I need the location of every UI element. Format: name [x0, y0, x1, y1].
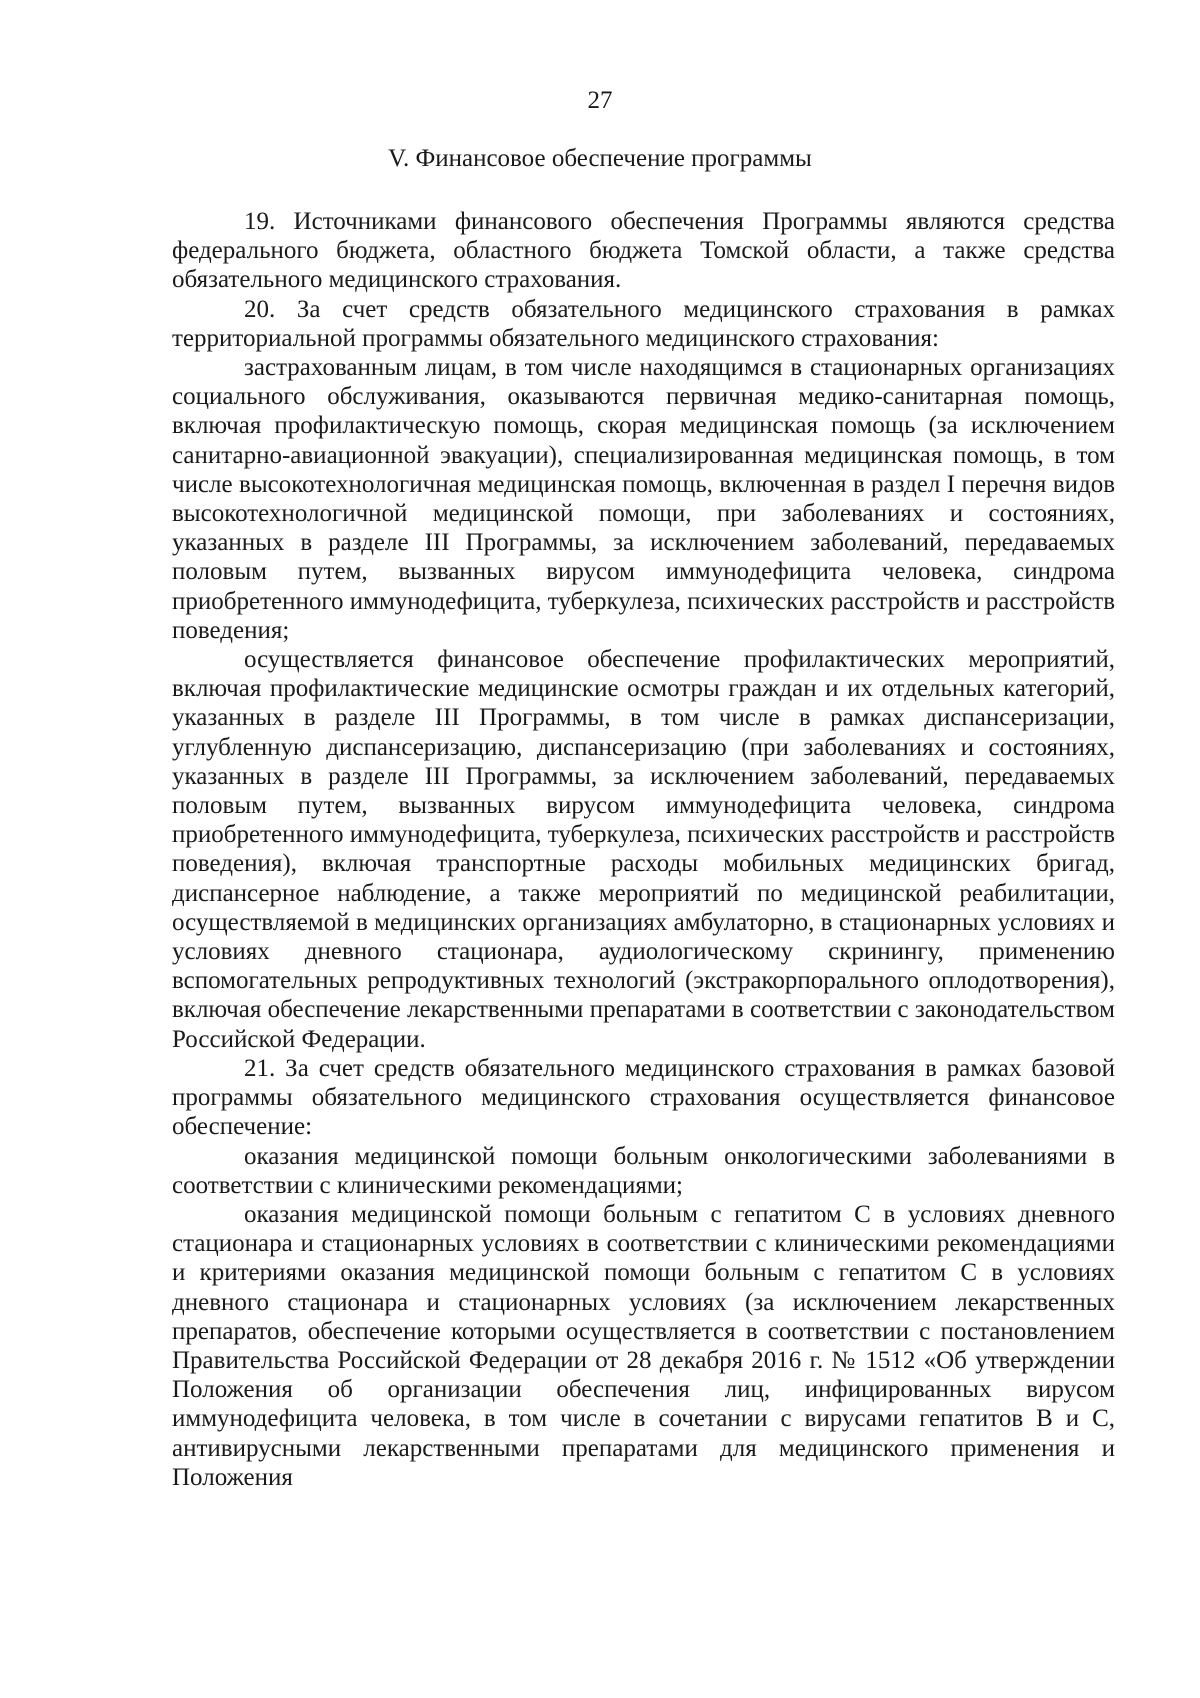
paragraph-20: 20. За счет средств обязательного медицинского страхования в рамках территориальной программы обязательного медицинского страхования:	[172, 295, 1115, 352]
paragraph-20-insured-persons: застрахованным лицам, в том числе находящимся в стационарных организациях социального обслуживания, оказываются первичная медико-санитарная помощь, включая профилактическую помощь, скорая медицинская помощь (за исключением санитарно-авиационной эвакуации), специализированная медицинская помощь, в том числе высокотехнологичная медицинская помощь, включенная в раздел I перечня видов высокотехнологичной медицинской помощи, при заболеваниях и состояниях, указанных в разделе III Программы, за исключением заболеваний, передаваемых половым путем, вызванных вирусом иммунодефицита человека, синдрома приобретенного иммунодефицита, туберкулеза, психических расстройств и расстройств поведения;	[172, 354, 1115, 644]
paragraph-19: 19. Источниками финансового обеспечения Программы являются средства федерального бюджета, областного бюджета Томской области, а также средства обязательного медицинского страхования.	[172, 208, 1115, 294]
paragraph-21: 21. За счет средств обязательного медицинского страхования в рамках базовой программы обязательного медицинского страхования осуществляется финансовое обеспечение:	[172, 1054, 1115, 1141]
section-title: V. Финансовое обеспечение программы	[388, 145, 812, 172]
page-number: 27	[587, 87, 613, 114]
paragraph-21-oncology: оказания медицинской помощи больным онкологическими заболеваниями в соответствии с клиническими рекомендациями;	[172, 1142, 1115, 1199]
paragraph-21-hepatitis-c: оказания медицинской помощи больным с гепатитом С в условиях дневного стационара и стационарных условиях в соответствии с клиническими рекомендациями и критериями оказания медицинской помощи больным с гепатитом С в условиях дневного стационара и стационарных условиях (за исключением лекарственных препаратов, обеспечение которыми осуществляется в соответствии с постановлением Правительства Российской Федерации от 28 декабря 2016 г. № 1512 «Об утверждении Положения об организации обеспечения лиц, инфицированных вирусом иммунодефицита человека, в том числе в сочетании с вирусами гепатитов В и С, антивирусными лекарственными препаратами для медицинского применения и Положения	[172, 1200, 1115, 1491]
document-body	[172, 207, 1115, 1492]
paragraph-20-preventive-measures: осуществляется финансовое обеспечение профилактических мероприятий, включая профилактические медицинские осмотры граждан и их отдельных категорий, указанных в разделе III Программы, в том числе в рамках диспансеризации, углубленную диспансеризацию, диспансеризацию (при заболеваниях и состояниях, указанных в разделе III Программы, за исключением заболеваний, передаваемых половым путем, вызванных вирусом иммунодефицита человека, синдрома приобретенного иммунодефицита, туберкулеза, психических расстройств и расстройств поведения), включая транспортные расходы мобильных медицинских бригад, диспансерное наблюдение, а также мероприятий по медицинской реабилитации, осуществляемой в медицинских организациях амбулаторно, в стационарных условиях и условиях дневного стационара, аудиологическому скринингу, применению вспомогательных репродуктивных технологий (экстракорпорального оплодотворения), включая обеспечение лекарственными препаратами в соответствии с законодательством Российской Федерации.	[172, 646, 1115, 1053]
